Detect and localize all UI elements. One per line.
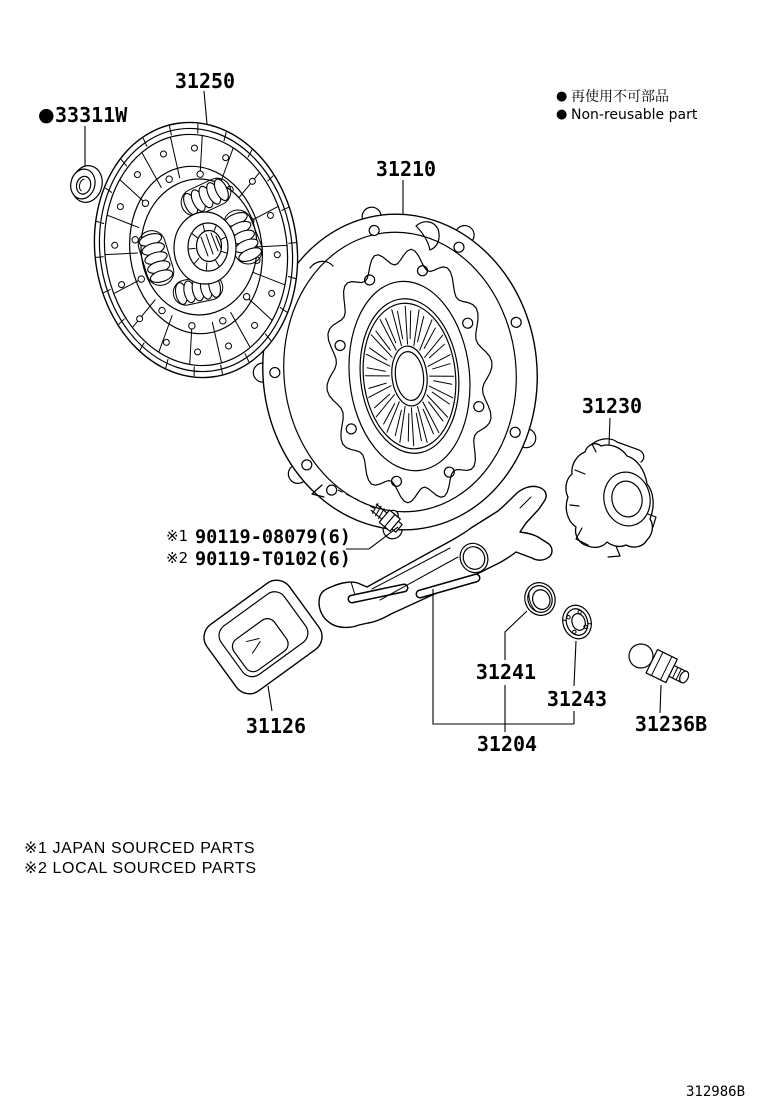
cover-bolt-hole	[269, 367, 280, 378]
facing-rivet	[163, 339, 170, 346]
callout-bearing: 31243	[546, 687, 608, 711]
callout-clutch-cover: 31210	[375, 157, 437, 181]
leader-31230	[609, 418, 610, 445]
callout-pivot-bolt: 31236B	[634, 712, 708, 736]
cover-bolt-hole	[326, 485, 337, 496]
facing-rivet	[132, 236, 139, 243]
cover-bolt-hole	[510, 427, 521, 438]
facing-rivet	[160, 151, 167, 158]
facing-rivet	[268, 290, 275, 297]
facing-rivet	[194, 349, 201, 356]
cover-bolt-hole	[453, 242, 464, 253]
facing-rivet	[267, 212, 274, 219]
cover-bolt-hole	[369, 225, 380, 236]
facing-rivet	[142, 200, 149, 207]
facing-rivet	[134, 171, 141, 178]
pilot-bearing	[558, 602, 595, 643]
leader-31126	[268, 686, 272, 711]
bearing-clip	[608, 546, 620, 557]
bolt-ref1-mark: ※1	[166, 527, 189, 545]
facing-rivet	[222, 154, 229, 161]
callout-bolt-local: 90119-T0102(6)	[195, 549, 351, 570]
spline-tooth	[189, 248, 195, 249]
facing-rivet	[158, 307, 165, 314]
facing-rivet	[136, 315, 143, 322]
facing-rivet	[118, 281, 125, 288]
callout-seal: 31241	[475, 660, 537, 684]
facing-rivet	[197, 171, 204, 178]
bore-inner	[197, 231, 222, 262]
fork-boot	[198, 574, 329, 700]
figure-code: 312986B	[686, 1084, 746, 1100]
facing-rivet	[111, 242, 118, 249]
legend-english: Non-reusable part	[571, 107, 698, 123]
release-bearing-assembly	[566, 439, 656, 557]
facing-rivet	[188, 322, 195, 329]
cover-bolt-hole	[511, 317, 522, 328]
facing-rivet	[166, 176, 173, 183]
spline-tooth	[206, 263, 207, 270]
legend-bullet-ja: ●	[556, 89, 568, 104]
note-japan-sourced: ※1 JAPAN SOURCED PARTS	[24, 840, 256, 857]
callout-fork-assembly: 31204	[476, 732, 538, 756]
facing-rivet	[243, 293, 250, 300]
callout-release-bearing: 31230	[581, 394, 643, 418]
facing-rivet	[219, 317, 226, 324]
callout-bolt-japan: 90119-08079(6)	[195, 527, 351, 548]
facing-rivet	[138, 275, 145, 282]
facing-rivet	[191, 145, 198, 152]
non-reusable-bullet-33311W: ●	[38, 104, 55, 126]
legend-japanese: 再使用不可部品	[571, 89, 669, 105]
facing-rivet	[117, 203, 124, 210]
bolt-ref2-mark: ※2	[166, 549, 189, 567]
facing-rivet	[225, 343, 232, 350]
facing-rivet	[249, 178, 256, 185]
cover-bolt-hole	[301, 459, 312, 470]
legend-bullet-en: ●	[556, 107, 568, 122]
callout-boot: 31126	[245, 714, 307, 738]
fork-pivot-bolt	[625, 639, 694, 690]
leader-31243	[574, 641, 576, 724]
callout-clutch-disc: 31250	[174, 69, 236, 93]
clutch-seal	[520, 578, 559, 619]
leader-31236B	[660, 685, 661, 713]
callout-bushing: 33311W	[55, 103, 128, 127]
facing-rivet	[251, 322, 258, 329]
note-local-sourced: ※2 LOCAL SOURCED PARTS	[24, 860, 257, 877]
facing-rivet	[274, 251, 281, 258]
leader-31250	[204, 91, 207, 124]
